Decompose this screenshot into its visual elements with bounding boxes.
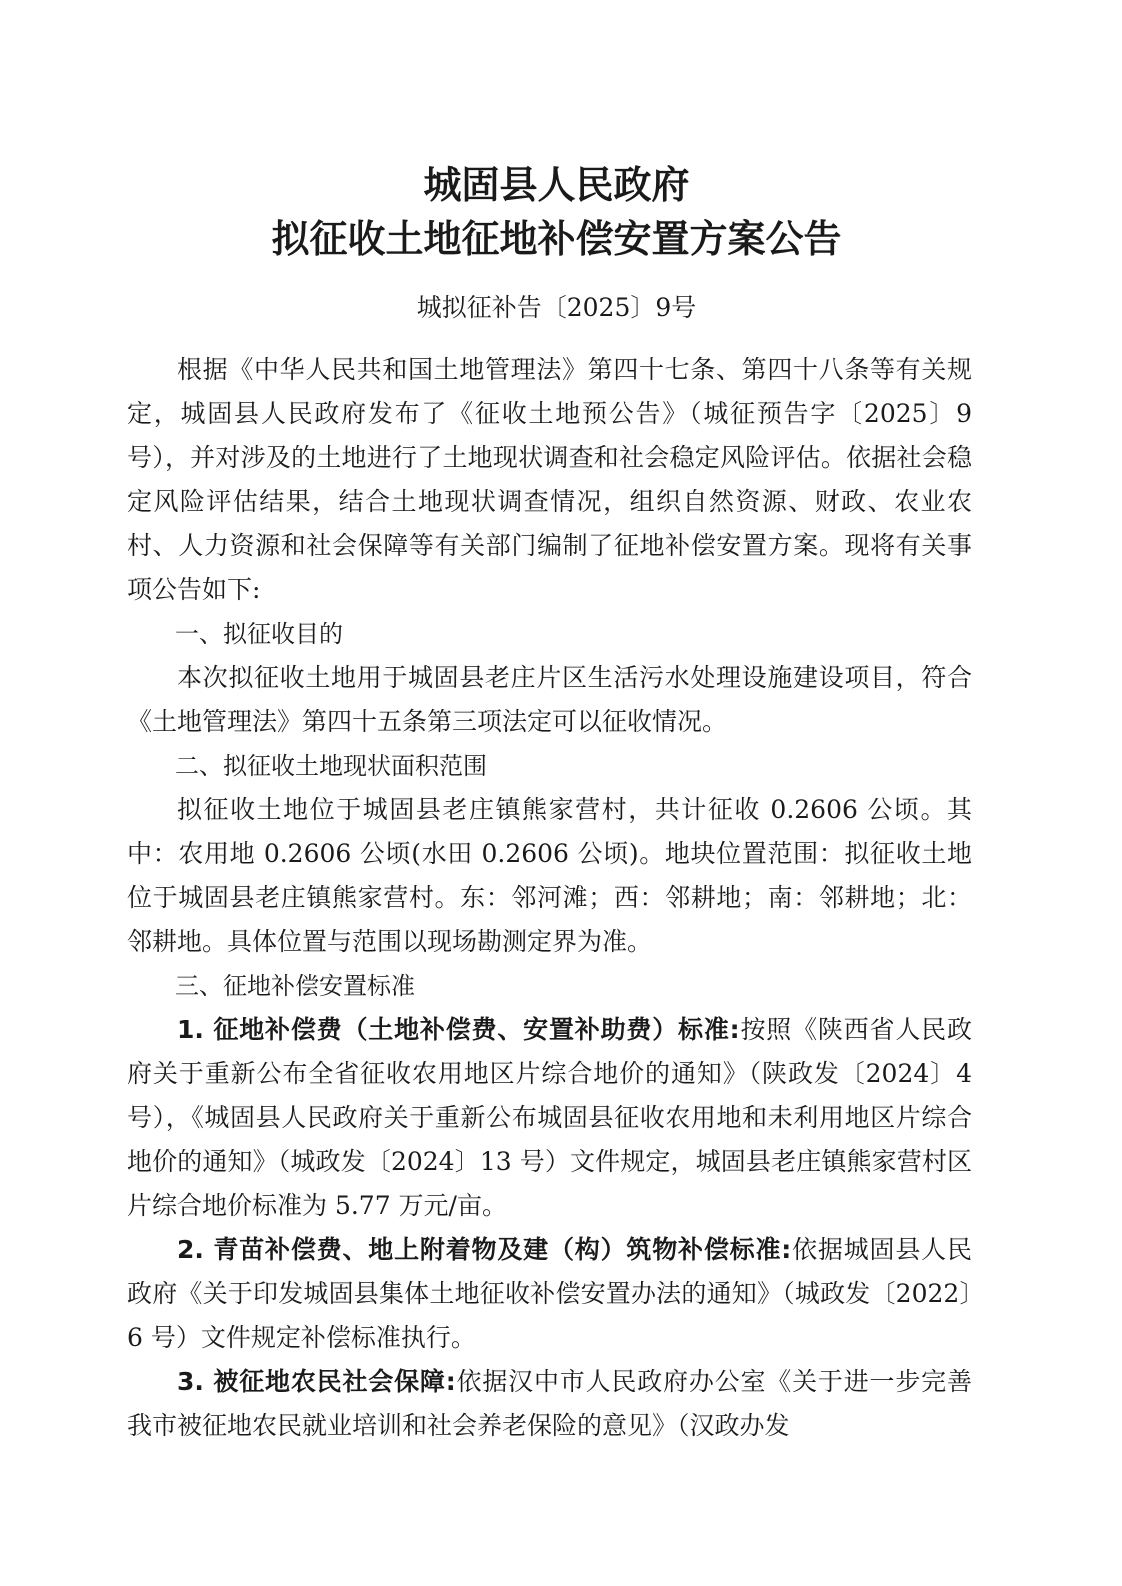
item-2-paragraph — [127, 1228, 972, 1360]
item-2-text: 依据城固县人民政府《关于印发城固县集体土地征收补偿安置办法的通知》（城政发〔2022〕6 号）文件规定补偿标准执行。 — [127, 1235, 972, 1352]
title-line-2: 拟征收土地征地补偿安置方案公告 — [271, 217, 842, 261]
item-3-paragraph — [127, 1360, 972, 1448]
section-3-heading: 三、征地补偿安置标准 — [175, 972, 415, 1000]
document-number: 城拟征补告〔2025〕9号 — [416, 293, 697, 322]
item-1-text: 按照《陕西省人民政府关于重新公布全省征收农用地区片综合地价的通知》（陕政发〔2024〕4 号），《城固县人民政府关于重新公布城固县征收农用地和未利用地区片综合地价的通知》（城政发〔2024〕13 号）文件规定，城固县老庄镇熊家营村区片综合地价标准为 5.77 万元/亩。 — [127, 1015, 972, 1220]
item-1-paragraph — [127, 1008, 972, 1228]
intro-paragraph: 根据《中华人民共和国土地管理法》第四十七条、第四十八条等有关规定，城固县人民政府发布了《征收土地预公告》（城征预告字〔2025〕9 号），并对涉及的土地进行了土地现状调查和社会稳定风险评估。依据社会稳定风险评估结果，结合土地现状调查情况，组织自然资源、财政、农业农村、人力资源和社会保障等有关部门编制了征地补偿安置方案。现将有关事项公告如下: — [127, 355, 972, 604]
title-line-1: 城固县人民政府 — [423, 163, 690, 207]
item-1-label: 1. 征地补偿费（土地补偿费、安置补助费）标准: — [177, 1015, 740, 1044]
section-2-paragraph: 拟征收土地位于城固县老庄镇熊家营村，共计征收 0.2606 公顷。其中：农用地 0.2606 公顷(水田 0.2606 公顷)。地块位置范围：拟征收土地位于城固县老庄镇熊家营村。东：邻河滩；西：邻耕地；南：邻耕地；北：邻耕地。具体位置与范围以现场勘测定界为准。 — [127, 795, 972, 956]
item-3-text: 依据汉中市人民政府办公室《关于进一步完善我市被征地农民就业培训和社会养老保险的意见》（汉政办发 — [127, 1367, 972, 1440]
section-1-heading: 一、拟征收目的 — [175, 620, 343, 648]
section-1-paragraph: 本次拟征收土地用于城固县老庄片区生活污水处理设施建设项目，符合《土地管理法》第四十五条第三项法定可以征收情况。 — [127, 663, 972, 736]
item-3-label: 3. 被征地农民社会保障: — [177, 1367, 456, 1396]
section-2-heading: 二、拟征收土地现状面积范围 — [175, 752, 487, 780]
item-2-label: 2. 青苗补偿费、地上附着物及建（构）筑物补偿标准: — [177, 1235, 792, 1264]
